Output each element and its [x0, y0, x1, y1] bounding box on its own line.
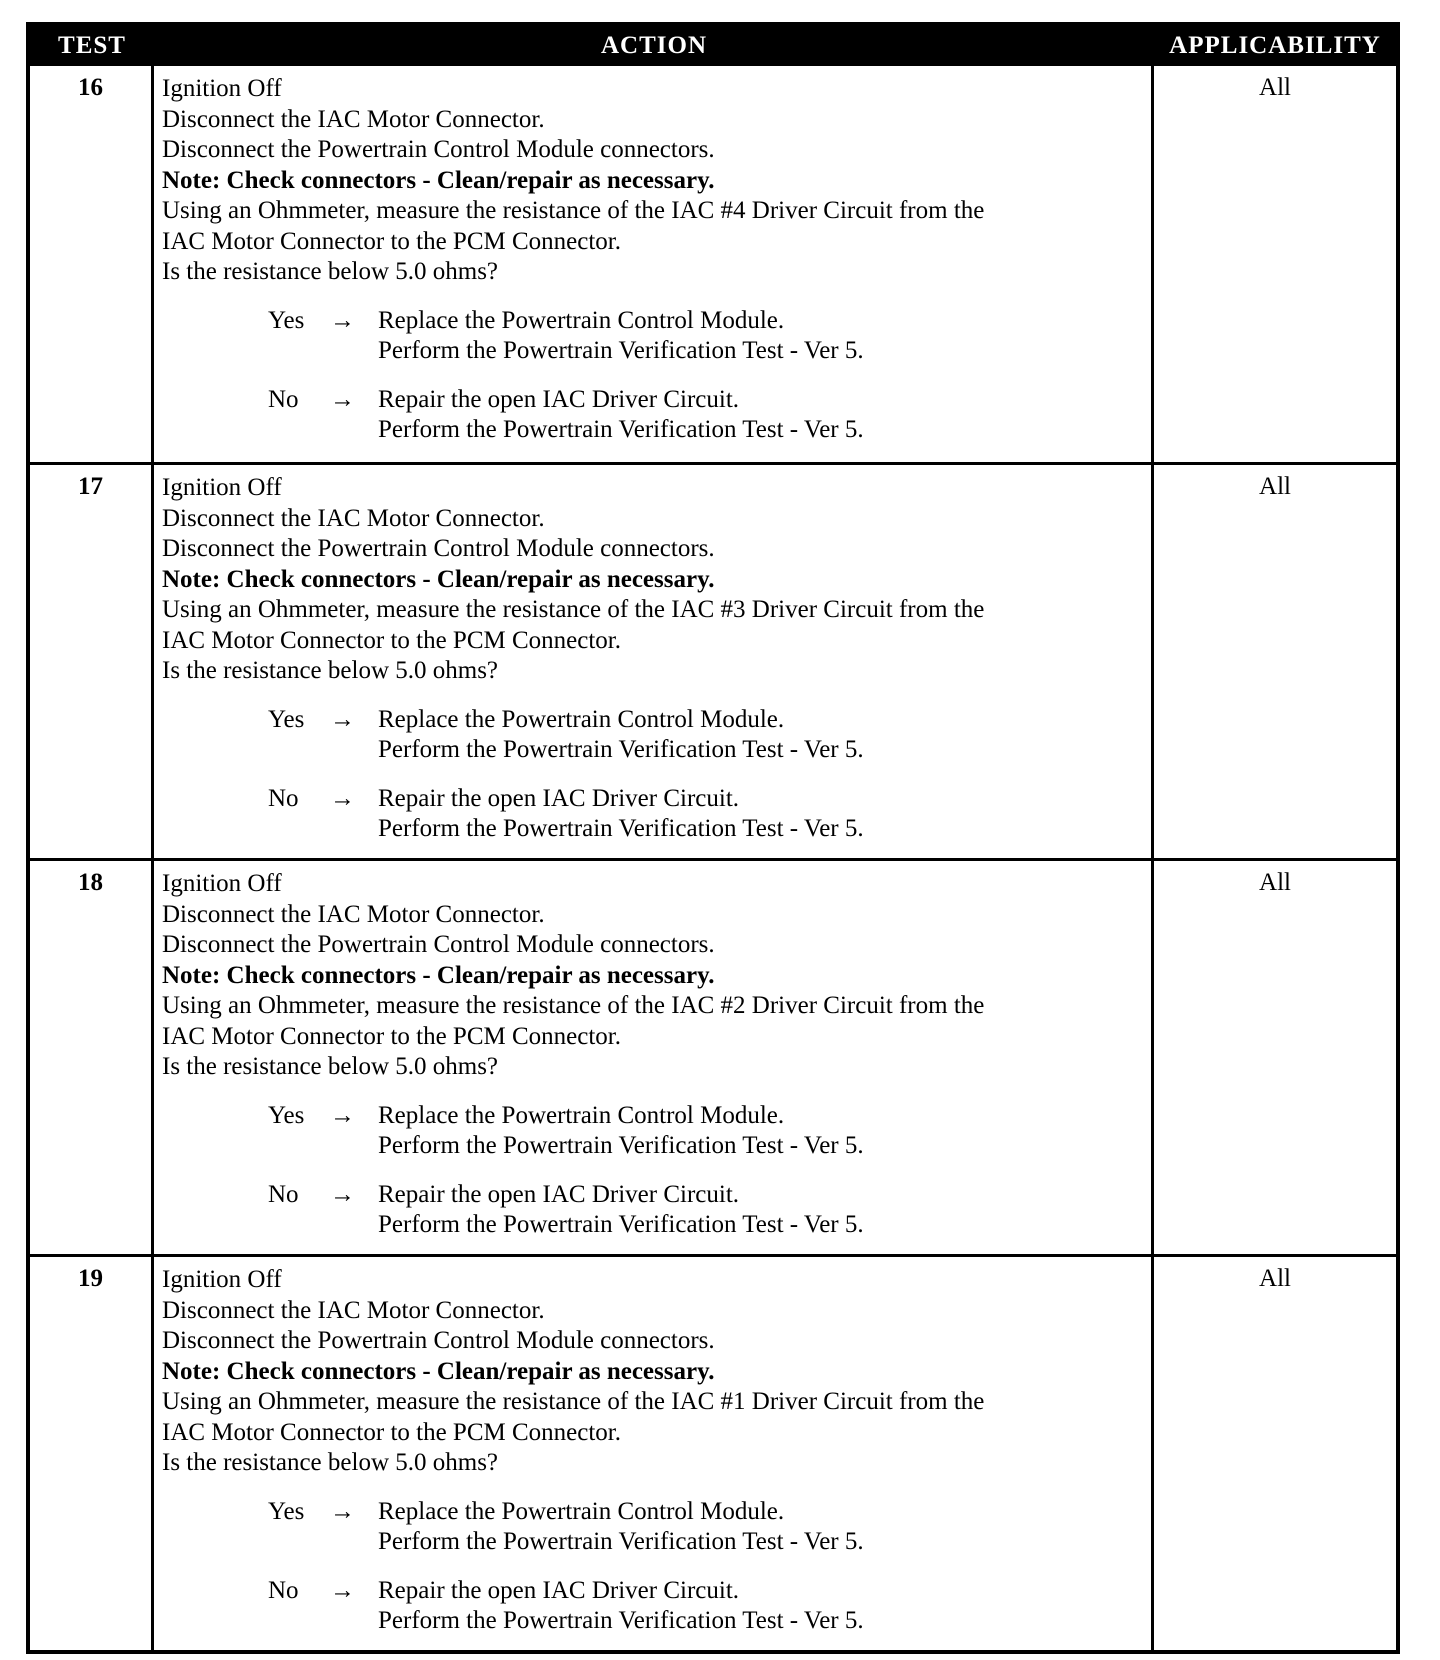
table-body — [30, 66, 1396, 1650]
action-measure: Using an Ohmmeter, measure the resistance of the IAC #1 Driver Circuit from the — [162, 1388, 985, 1415]
yes-result-line: Replace the Powertrain Control Module. — [378, 705, 785, 733]
arrow-right-icon: → — [330, 1576, 355, 1604]
yes-label: Yes — [268, 306, 305, 334]
action-cell — [154, 66, 1154, 462]
yes-result-line: Perform the Powertrain Verification Test - Ver 5. — [378, 736, 864, 763]
action-measure: IAC Motor Connector to the PCM Connector. — [162, 626, 621, 654]
no-label: No — [268, 1576, 299, 1604]
yes-result — [378, 1101, 864, 1162]
action-cell — [154, 861, 1154, 1254]
yes-outcome — [268, 306, 1143, 367]
action-step: Disconnect the IAC Motor Connector. — [162, 900, 545, 928]
no-label: No — [268, 784, 299, 812]
arrow-right-icon: → — [330, 1497, 355, 1525]
arrow-right-icon: → — [330, 705, 355, 733]
applicability: All — [1259, 74, 1291, 101]
arrow-right-icon: → — [330, 784, 355, 812]
yes-result-line: Replace the Powertrain Control Module. — [378, 1101, 785, 1129]
no-outcome — [268, 385, 1143, 446]
action-step: Disconnect the Powertrain Control Module connectors. — [162, 931, 715, 958]
action-measure: IAC Motor Connector to the PCM Connector. — [162, 1418, 621, 1446]
applicability: All — [1259, 473, 1291, 500]
action-step: Ignition Off — [162, 1266, 282, 1293]
action-note: Note: Check connectors - Clean/repair as necessary. — [162, 1357, 715, 1385]
no-result — [378, 1180, 864, 1241]
arrow-right-icon: → — [330, 1180, 355, 1208]
yes-outcome — [268, 1101, 1143, 1162]
action-measure: Is the resistance below 5.0 ohms? — [162, 258, 499, 285]
table-row — [30, 462, 1396, 858]
table-row — [30, 1254, 1396, 1650]
yes-label: Yes — [268, 1497, 305, 1525]
no-outcome — [268, 1180, 1143, 1241]
diagnostic-test-table — [26, 22, 1400, 1654]
test-number: 17 — [30, 465, 154, 858]
header-action: ACTION — [600, 32, 707, 59]
action-step: Disconnect the IAC Motor Connector. — [162, 504, 545, 532]
test-number: 18 — [30, 861, 154, 1254]
table-header — [30, 26, 1396, 66]
no-result-line: Perform the Powertrain Verification Test - Ver 5. — [378, 416, 864, 443]
action-note: Note: Check connectors - Clean/repair as necessary. — [162, 565, 715, 593]
yes-result-line: Replace the Powertrain Control Module. — [378, 1497, 785, 1525]
arrow-right-icon: → — [330, 306, 355, 334]
no-outcome — [268, 1576, 1143, 1637]
yes-result-line: Perform the Powertrain Verification Test - Ver 5. — [378, 337, 864, 364]
action-measure: IAC Motor Connector to the PCM Connector. — [162, 1022, 621, 1050]
yes-result-line: Perform the Powertrain Verification Test - Ver 5. — [378, 1132, 864, 1159]
action-measure: Is the resistance below 5.0 ohms? — [162, 1053, 499, 1080]
yes-outcome — [268, 705, 1143, 766]
no-result — [378, 385, 864, 446]
table-row — [30, 858, 1396, 1254]
action-note: Note: Check connectors - Clean/repair as necessary. — [162, 961, 715, 989]
yes-label: Yes — [268, 1101, 305, 1129]
test-number: 16 — [30, 66, 154, 462]
action-measure: IAC Motor Connector to the PCM Connector. — [162, 227, 621, 255]
action-step: Ignition Off — [162, 75, 282, 102]
action-measure: Is the resistance below 5.0 ohms? — [162, 657, 499, 684]
yes-label: Yes — [268, 705, 305, 733]
action-step: Ignition Off — [162, 870, 282, 897]
action-measure: Using an Ohmmeter, measure the resistance of the IAC #2 Driver Circuit from the — [162, 992, 985, 1019]
test-number: 19 — [30, 1257, 154, 1650]
no-result-line: Repair the open IAC Driver Circuit. — [378, 1180, 740, 1208]
action-step: Disconnect the Powertrain Control Module connectors. — [162, 1327, 715, 1354]
header-test: TEST — [58, 32, 126, 59]
action-step: Disconnect the IAC Motor Connector. — [162, 1296, 545, 1324]
no-result-line: Repair the open IAC Driver Circuit. — [378, 1576, 740, 1604]
action-step: Disconnect the Powertrain Control Module connectors. — [162, 535, 715, 562]
arrow-right-icon: → — [330, 385, 355, 413]
yes-result-line: Replace the Powertrain Control Module. — [378, 306, 785, 334]
no-label: No — [268, 385, 299, 413]
yes-result-line: Perform the Powertrain Verification Test - Ver 5. — [378, 1528, 864, 1555]
yes-result — [378, 705, 864, 766]
header-applicability: APPLICABILITY — [1169, 32, 1381, 59]
no-label: No — [268, 1180, 299, 1208]
yes-result — [378, 306, 864, 367]
no-result-line: Perform the Powertrain Verification Test - Ver 5. — [378, 1211, 864, 1238]
action-note: Note: Check connectors - Clean/repair as necessary. — [162, 166, 715, 194]
action-measure: Using an Ohmmeter, measure the resistance of the IAC #4 Driver Circuit from the — [162, 197, 985, 224]
yes-outcome — [268, 1497, 1143, 1558]
table-row — [30, 66, 1396, 462]
action-measure: Is the resistance below 5.0 ohms? — [162, 1449, 499, 1476]
no-result-line: Repair the open IAC Driver Circuit. — [378, 385, 740, 413]
no-result-line: Perform the Powertrain Verification Test - Ver 5. — [378, 1607, 864, 1634]
yes-result — [378, 1497, 864, 1558]
arrow-right-icon: → — [330, 1101, 355, 1129]
applicability: All — [1259, 869, 1291, 896]
no-result-line: Perform the Powertrain Verification Test - Ver 5. — [378, 815, 864, 842]
no-result — [378, 784, 864, 845]
action-measure: Using an Ohmmeter, measure the resistance of the IAC #3 Driver Circuit from the — [162, 596, 985, 623]
applicability: All — [1259, 1265, 1291, 1292]
no-outcome — [268, 784, 1143, 845]
action-cell — [154, 465, 1154, 858]
action-step: Disconnect the IAC Motor Connector. — [162, 105, 545, 133]
no-result-line: Repair the open IAC Driver Circuit. — [378, 784, 740, 812]
action-cell — [154, 1257, 1154, 1650]
no-result — [378, 1576, 864, 1637]
action-step: Ignition Off — [162, 474, 282, 501]
action-step: Disconnect the Powertrain Control Module connectors. — [162, 136, 715, 163]
